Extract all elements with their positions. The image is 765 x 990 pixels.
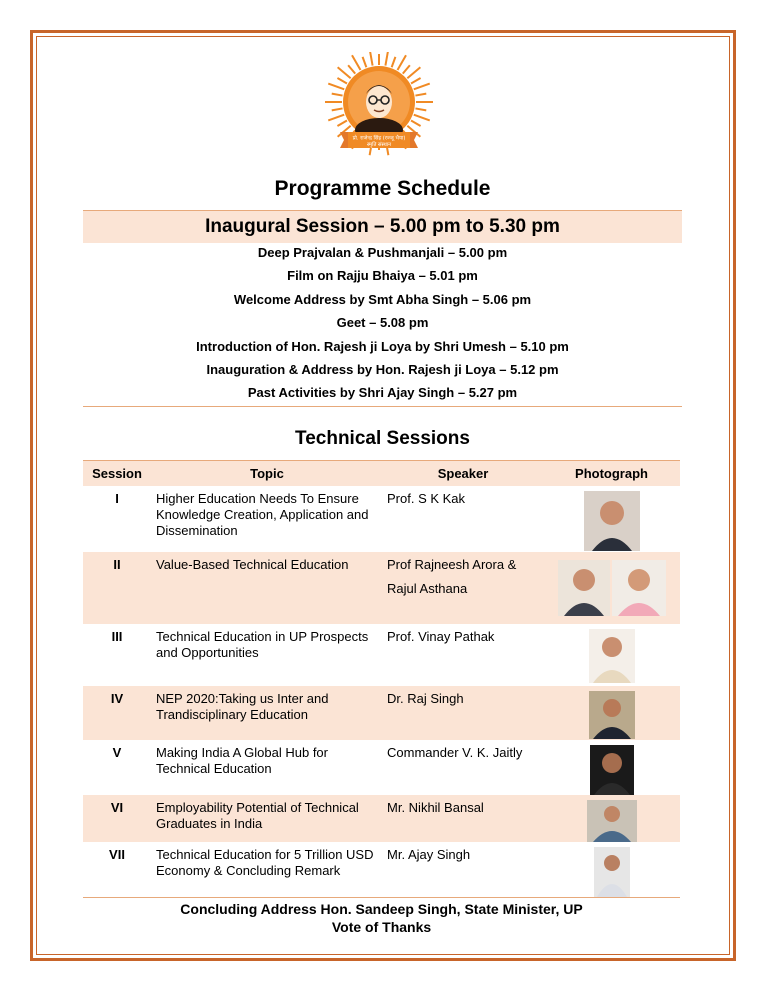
section-divider [83, 406, 682, 407]
speaker-photo [587, 800, 637, 842]
session-number: V [112, 744, 122, 760]
programme-title: Programme Schedule [274, 177, 491, 200]
session-number: II [83, 552, 151, 624]
photo-cell [543, 842, 680, 898]
speaker-line: Prof Rajneesh Arora & [387, 556, 517, 572]
session-number: III [111, 628, 123, 644]
speaker-photo [612, 560, 666, 616]
speaker-photo [584, 491, 640, 551]
header-session: Session [83, 461, 151, 486]
closing-section [83, 897, 680, 936]
logo-caption-line1: प्रो. राजेन्द्र सिंह (रज्जू भैया) [352, 135, 406, 142]
session-speaker: Mr. Nikhil Bansal [383, 795, 543, 842]
header-topic: Topic [151, 461, 383, 486]
inaugural-item: Inauguration & Address by Hon. Rajesh ji Loya – 5.12 pm [206, 361, 559, 377]
photo-cell [543, 552, 680, 624]
session-number: I [115, 490, 119, 506]
table-row [83, 686, 680, 740]
photo-cell [543, 486, 680, 552]
concluding-address: Concluding Address Hon. Sandeep Singh, State Minister, UP [180, 901, 583, 917]
session-topic: Making India A Global Hub for Technical Education [156, 744, 328, 776]
session-topic: Value-Based Technical Education [151, 552, 383, 624]
table-row [83, 552, 680, 624]
photo-cell [543, 686, 680, 740]
speaker-photo [558, 560, 610, 616]
session-speaker: Commander V. K. Jaitly [387, 744, 523, 760]
session-number: VII [109, 846, 125, 862]
header-speaker: Speaker [383, 461, 543, 486]
logo-caption-line2: स्मृति संस्थान [366, 142, 392, 148]
table-row [83, 486, 680, 552]
speaker-photo [594, 847, 630, 897]
portrait-sunburst-logo [322, 52, 436, 160]
photo-cell [543, 740, 680, 795]
inaugural-item: Past Activities by Shri Ajay Singh – 5.27 pm [247, 385, 518, 401]
session-topic: Higher Education Needs To Ensure Knowledge Creation, Application and Dissemination [156, 490, 369, 538]
session-topic: NEP 2020:Taking us Inter and Trandisciplinary Education [151, 686, 383, 740]
vote-of-thanks: Vote of Thanks [331, 919, 432, 935]
session-speaker: Mr. Ajay Singh [387, 846, 471, 862]
session-topic: Technical Education for 5 Trillion USD Economy & Concluding Remark [156, 846, 374, 878]
photo-cell [543, 795, 680, 842]
session-topic: Technical Education in UP Prospects and Opportunities [156, 628, 369, 660]
inaugural-session-heading: Inaugural Session – 5.00 pm to 5.30 pm [83, 210, 682, 243]
table-row [83, 624, 680, 686]
session-number: IV [83, 686, 151, 740]
photo-cell [543, 624, 680, 686]
table-header-row [83, 461, 680, 486]
header-photograph: Photograph [543, 461, 680, 486]
technical-sessions-title: Technical Sessions [295, 428, 470, 449]
speaker-photo [589, 691, 635, 739]
inaugural-items [83, 241, 682, 405]
table-row [83, 740, 680, 795]
session-speaker: Prof. S K Kak [387, 490, 466, 506]
session-topic: Employability Potential of Technical Graduates in India [151, 795, 383, 842]
session-speaker: Dr. Raj Singh [383, 686, 543, 740]
speaker-photo [590, 745, 634, 795]
inaugural-item: Welcome Address by Smt Abha Singh – 5.06 pm [233, 291, 532, 307]
session-speaker: Prof. Vinay Pathak [387, 628, 495, 644]
inaugural-item: Geet – 5.08 pm [336, 315, 429, 331]
inaugural-item: Deep Prajvalan & Pushmanjali – 5.00 pm [257, 245, 508, 260]
sessions-table [83, 460, 680, 898]
inaugural-item: Film on Rajju Bhaiya – 5.01 pm [287, 268, 478, 284]
table-row [83, 795, 680, 842]
session-speaker [383, 552, 543, 624]
session-number: VI [83, 795, 151, 842]
inaugural-item: Introduction of Hon. Rajesh ji Loya by Shri Umesh – 5.10 pm [196, 338, 569, 354]
table-row [83, 842, 680, 898]
speaker-photo [589, 629, 635, 683]
speaker-line: Rajul Asthana [387, 580, 468, 596]
